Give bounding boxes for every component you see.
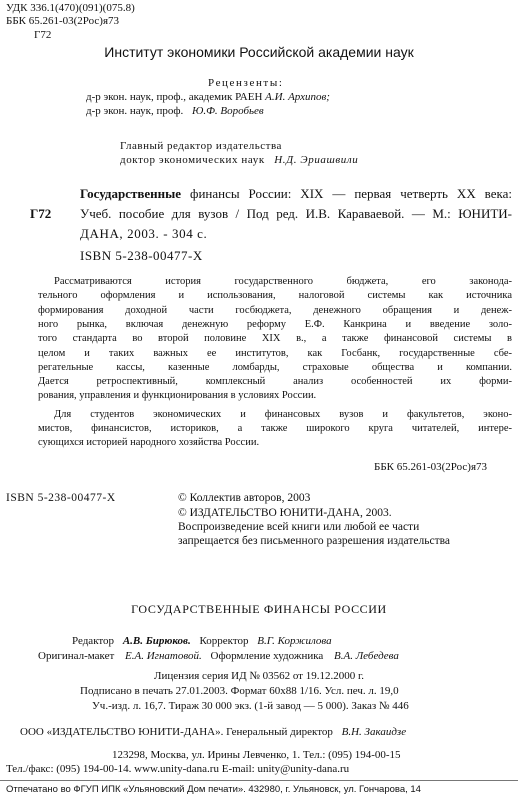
publisher-contacts: Тел./факс: (095) 194-00-14. www.unity-dana.ru E-mail: unity@unity-dana.ru [6,763,350,775]
abstract-line: рования, управления и функционирования в условиях России. [38,390,317,402]
editor-name: А.В. Бирюков. [122,635,191,647]
biblio-line-2: Учеб. пособие для вузов / Под ред. И.В. Караваевой. — М.: ЮНИТИ- [80,206,512,221]
biblio-author-mark: Г72 [30,206,52,221]
reviewer-2 [86,106,264,117]
imprint-print-run: Уч.-изд. л. 16,7. Тираж 30 000 экз. (1-й завод — 5 000). Заказ № 446 [92,700,409,712]
copyright-authors: © Коллектив авторов, 2003 [178,492,311,504]
abstract-line: ного рынка, включая денежную реформу Е.Ф. Канкрина и введение золо- [38,318,512,330]
biblio-line-1-rest: финансы России: XIX — первая четверть XX века: [190,186,512,201]
book-title: ГОСУДАРСТВЕННЫЕ ФИНАНСЫ РОССИИ [131,602,387,616]
abstract-line: сующихся историей народного хозяйства России. [38,437,260,449]
copyright-publisher: © ИЗДАТЕЛЬСТВО ЮНИТИ-ДАНА, 2003. [178,507,392,519]
reviewer-1-name: А.И. Архипов; [265,91,330,103]
biblio-line-3: ДАНА, 2003. - 304 с. [80,226,208,241]
reviewer-1 [86,92,330,103]
divider [0,780,518,781]
publisher-address: 123298, Москва, ул. Ирины Левченко, 1. Тел.: (095) 194-00-15 [112,749,401,761]
editor-in-chief-label: Главный редактор издательства [120,140,282,152]
editor-in-chief [120,155,358,166]
printer-info: Отпечатано во ФГУП ИПК «Ульяновский Дом печати». 432980, г. Ульяновск, ул. Гончарова, 14 [6,784,421,795]
layout-name: Е.А. Игнатовой. [125,650,202,662]
abstract-line: Дается ретроспективный, комплексный анализ особенностей их форми- [38,376,512,388]
biblio-isbn: ISBN 5-238-00477-X [80,248,203,263]
udk-code: УДК 336.1(470)(091)(075.8) [6,2,135,14]
publisher [20,727,406,738]
editor-in-chief-title: доктор экономических наук [120,154,265,166]
layout-label: Оригинал-макет [38,650,115,662]
editor-label: Редактор [72,635,115,647]
corrector-label: Корректор [199,635,249,647]
credits-line-2 [38,651,399,662]
reviewer-1-title: д-р экон. наук, проф., академик РАЕН [86,91,263,103]
design-name: В.А. Лебедева [334,650,399,662]
institute: Институт экономики Российской академии наук [104,44,414,60]
copyright-notice-2: запрещается без письменного разрешения издательства [178,535,450,547]
abstract-line: тельного оформления и использования, налоговой системы как источника [38,290,512,302]
imprint-signed: Подписано в печать 27.01.2003. Формат 60x88 1/16. Усл. печ. л. 19,0 [80,685,399,697]
publisher-director: В.Н. Закаидзе [341,726,407,738]
book-title-bold: Государственные [80,186,182,201]
bbk-code: ББК 65.261-03(2Рос)я73 [6,15,120,27]
abstract-line: того стандарта во второй половине XIX в., а также финансовой системы в [38,333,512,345]
design-label: Оформление художника [210,650,324,662]
abstract-line: мистов, финансистов, историков, а также широкого круга читателей, интере- [38,423,512,434]
reviewer-2-title: д-р экон. наук, проф. [86,105,184,117]
editor-in-chief-name: Н.Д. Эриашвили [274,154,359,166]
bbk-bottom: ББК 65.261-03(2Рос)я73 [374,461,488,473]
biblio-line-1 [80,187,512,200]
abstract-line: Рассматриваются история государственного бюджета, его законода- [54,276,512,287]
copyright-isbn: ISBN 5-238-00477-X [6,492,116,504]
imprint-license: Лицензия серия ИД № 03562 от 19.12.2000 г. [154,670,365,682]
credits-line-1 [72,636,332,647]
abstract-line: Для студентов экономических и финансовых вузов и факультетов, эконо- [54,408,512,420]
reviewers-heading: Рецензенты: [208,77,284,89]
copyright-notice-1: Воспроизведение всей книги или любой ее части [178,521,420,533]
abstract-line: регательные кассы, казенные ломбарды, страховые общества и компании. [38,361,512,373]
publisher-name: ООО «ИЗДАТЕЛЬСТВО ЮНИТИ-ДАНА». Генеральный директор [20,726,333,738]
corrector-name: В.Г. Коржилова [257,635,332,647]
author-mark: Г72 [34,29,52,41]
abstract-line: формирования доходной части госбюджета, денежного обращения и денеж- [38,304,512,316]
reviewer-2-name: Ю.Ф. Воробьев [191,105,264,117]
abstract-line: целом и таких важных ее институтов, как Госбанк, государственные сбе- [38,347,512,359]
